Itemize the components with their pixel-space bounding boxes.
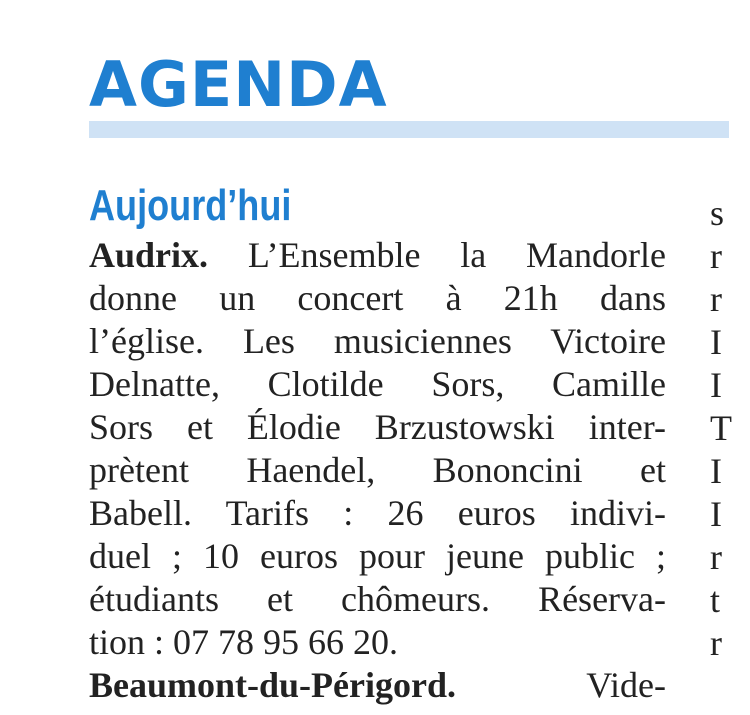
entry-audrix: [89, 234, 666, 664]
cropped-text-fragment: T: [710, 408, 732, 448]
entry-line: étudiants et chômeurs. Réserva-: [89, 579, 666, 619]
entry-text: Vide-: [455, 665, 666, 705]
entry-line: donne un concert à 21h dans: [89, 278, 666, 318]
cropped-text-fragment: I: [710, 451, 722, 491]
header-rule: [89, 121, 729, 138]
entry-line: tion : 07 78 95 66 20.: [89, 622, 399, 662]
entry-place: Audrix.: [89, 235, 209, 275]
entry-line: [89, 664, 666, 707]
cropped-text-fragment: s: [710, 193, 725, 233]
entry-line: duel ; 10 euros pour jeune public ;: [89, 536, 666, 576]
agenda-column: [89, 178, 666, 707]
cropped-text-fragment: r: [710, 279, 722, 319]
section-title: AGENDA: [89, 48, 388, 121]
cropped-text-fragment: I: [710, 322, 722, 362]
next-column-edge: [710, 192, 750, 665]
entry-line: Sors et Élodie Brzustowski inter-: [89, 407, 666, 447]
entry-line: l’église. Les musiciennes Victoire: [89, 321, 666, 361]
cropped-text-fragment: r: [710, 623, 722, 663]
entry-line: Babell. Tarifs : 26 euros indivi-: [89, 493, 666, 533]
cropped-text-fragment: I: [710, 494, 722, 534]
entry-beaumont: [89, 664, 666, 707]
entry-line: [89, 234, 666, 277]
cropped-text-fragment: I: [710, 365, 722, 405]
cropped-text-fragment: r: [710, 537, 722, 577]
entry-line: prètent Haendel, Bononcini et: [89, 450, 666, 490]
entry-text: L’Ensemble la Mandorle: [208, 235, 666, 275]
cropped-text-fragment: r: [710, 236, 722, 276]
entry-place: Beaumont-du-Périgord.: [89, 665, 456, 705]
today-heading: Aujourd’hui: [89, 181, 292, 230]
cropped-text-fragment: t: [710, 580, 721, 620]
entry-line: Delnatte, Clotilde Sors, Camille: [89, 364, 666, 404]
